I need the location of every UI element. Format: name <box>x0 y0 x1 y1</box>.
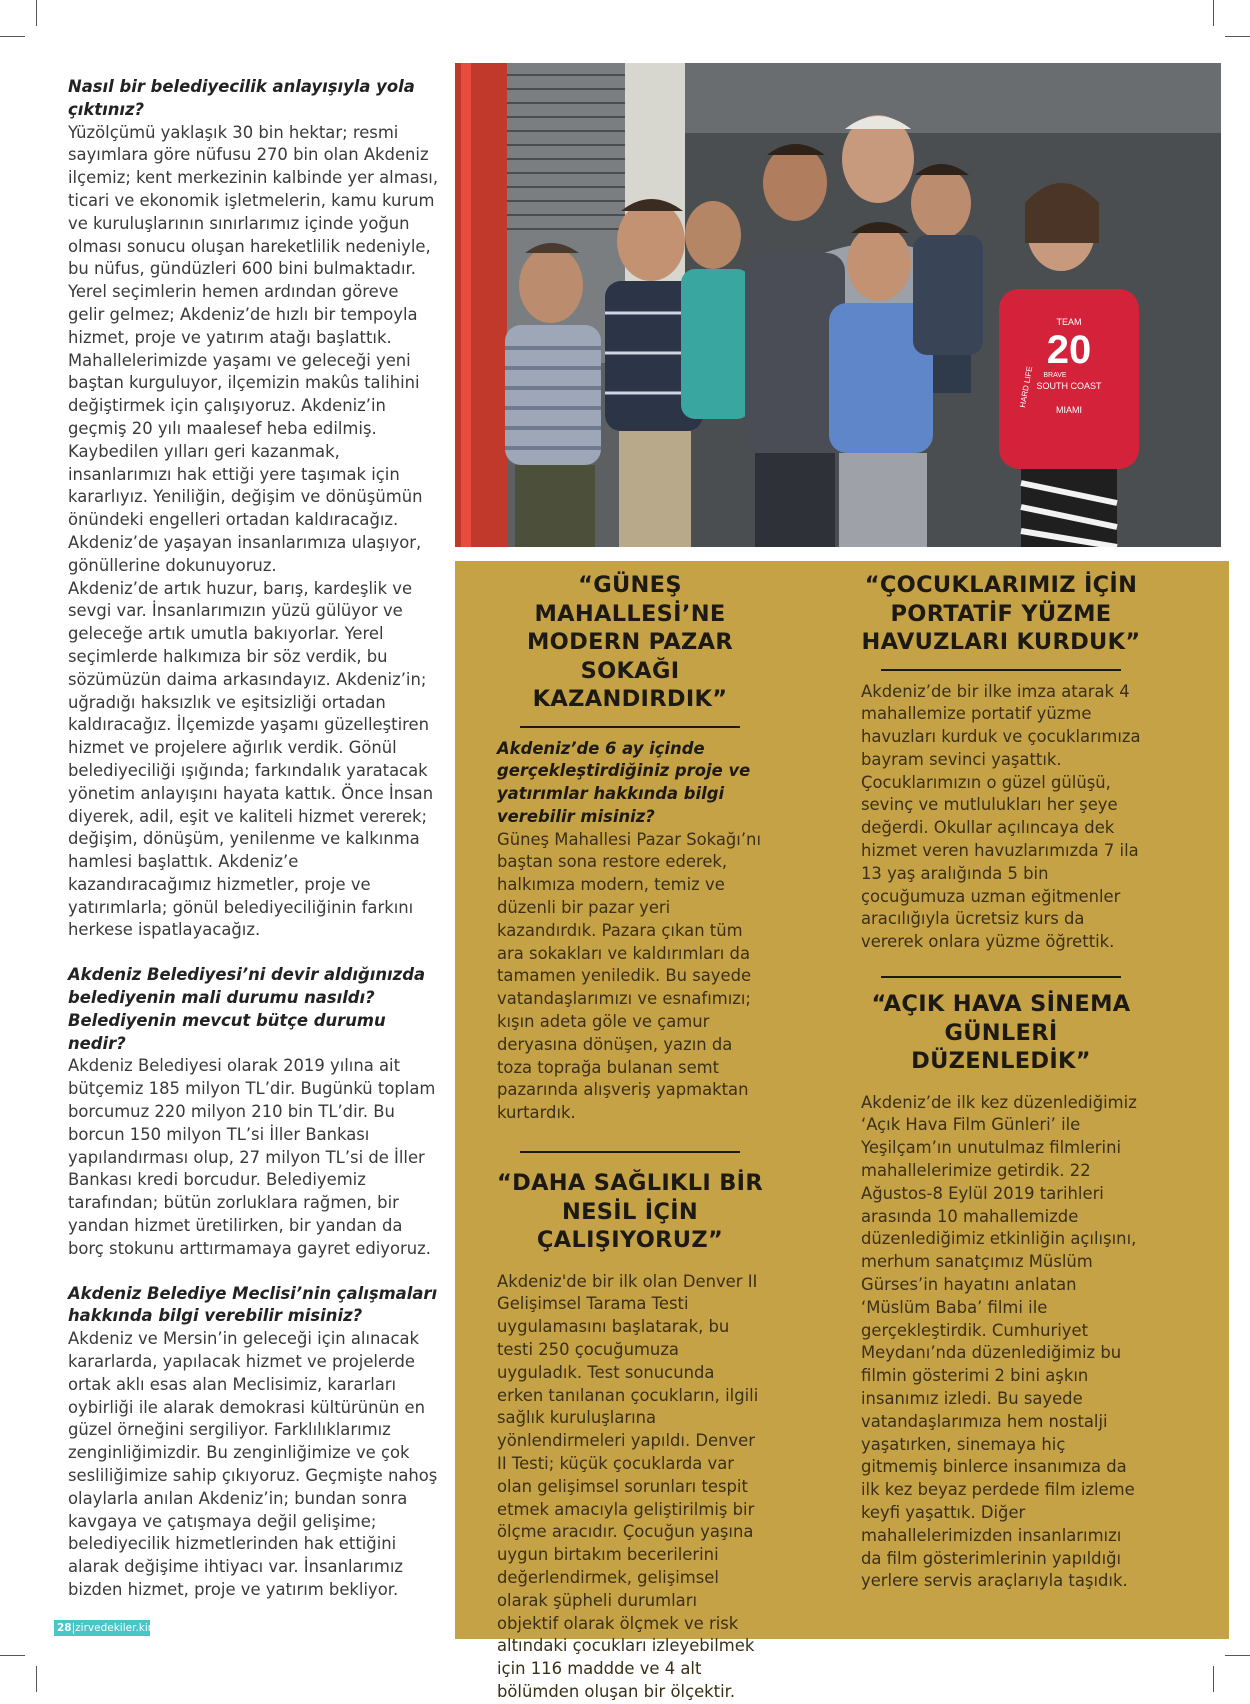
shirt-team-text: TEAM <box>1056 317 1082 327</box>
answer-paragraph: Akdeniz’de bir ilke imza atarak 4 mahallemize portatif yüzme havuzları kurduk ve çocuklarımıza bayram sevinci yaşattık. Çocuklarımızın o güzel gülüşü, sevinç ve mutlulukları her şeye değerdi. Okullar açılıncaya dek hizmet veren havuzlarımızda 7 ila 13 yaş aralığında 5 bin çocuğumuza uzman eğitmenler aracılığıyla ücretsiz kurs da vererek onlara yüzme öğrettik. <box>861 681 1141 952</box>
shirt-brave-text: BRAVE <box>1043 372 1067 379</box>
heading-divider <box>520 726 740 728</box>
shirt-number: 20 <box>1046 328 1092 372</box>
crop-mark <box>36 1666 37 1692</box>
question-heading: Akdeniz Belediyesi’ni devir aldığınızda belediyenin mali durumu nasıldı? Belediyenin mevcut bütçe durumu nedir? <box>68 965 426 1053</box>
page-footer <box>54 1620 159 1636</box>
section-divider <box>881 976 1121 978</box>
answer-paragraph: Akdeniz’de ilk kez düzenlediğimiz ‘Açık Hava Film Günleri’ ile Yeşilçam’ın unutulmaz filmlerini mahallelerimize getirdik. 22 Ağustos-8 Eylül 2019 tarihleri arasında 10 mahallemizde düzenlediğimiz etkinliğin açılışını, merhum sanatçımız Müslüm Gürses’in hayatını anlatan ‘Müslüm Baba’ filmi ile gerçekleştirdik. Cumhuriyet Meydanı’nda düzenlediğimiz bu filmin gösterimi 2 bini aşkın insanımız izledi. Bu sayede vatandaşlarımıza hem nostalji yaşatırken, sinemaya hiç gitmemiş binlerce insanımıza da ilk kez beyaz perdede film izleme keyfi yaşattık. Diğer mahallelerimizden insanlarımızı da film gösterimlerinin yapıldığı yerlere servis araçlarıyla taşıdık. <box>861 1092 1137 1591</box>
footer-separator: | <box>71 1622 76 1634</box>
question-heading: Akdeniz’de 6 ay içinde gerçekleştirdiğiniz proje ve yatırımlar hakkında bilgi verebilir misiniz? <box>497 738 751 826</box>
heading-divider <box>881 669 1121 671</box>
crop-mark <box>0 1655 25 1656</box>
answer-paragraph: Akdeniz'de bir ilk olan Denver II Gelişimsel Tarama Testi uygulamasını başlatarak, bu testi 250 çocuğumuza uyguladık. Test sonucunda erken tanılanan çocukların, ilgili sağlık kuruluşlarına yönlendirmeleri yapıldı. Denver II Testi; küçük çocuklarda var olan gelişimsel sorunları tespit etmek amacıyla geliştirilmiş bir ölçme aracıdır. Çocuğun yaşına uygun birtakım becerilerini değerlendirmek, gelişimsel olarak şüpheli durumları objektif olarak ölçmek ve risk altındaki çocukları izleyebilmek için 116 maddde ve 4 alt bölümden oluşan bir ölçektir. <box>497 1271 759 1701</box>
answer-paragraph: Güneş Mahallesi Pazar Sokağı’nı baştan sona restore ederek, halkımıza modern, temiz ve düzenli bir pazar yeri kazandırdık. Pazara çıkan tüm ara sokakları ve kaldırımları da tamamen yeniledik. Bu sayede vatandaşlarımızı ve esnafımızı; kışın adeta göle ve çamur deryasına dönüşen, yazın da toza toprağa bulanan semt pazarında alışveriş yapmaktan kurtardık. <box>497 829 762 1123</box>
crop-mark <box>1225 1655 1250 1656</box>
left-article-column <box>68 76 440 1602</box>
section-heading: “ÇOCUKLARIMIZ İÇİN PORTATİF YÜZME HAVUZLARI KURDUK” <box>861 572 1141 655</box>
gold-left-column <box>497 571 763 1704</box>
site-name: zirvedekiler.kim <box>75 1622 159 1634</box>
shirt-miami-text: MIAMI <box>1056 405 1082 415</box>
crop-mark <box>1213 0 1214 26</box>
gold-sidebar-panel <box>455 561 1229 1701</box>
answer-paragraph: Akdeniz ve Mersin’in geleceği için alınacak kararlarda, yapılacak hizmet ve projelerde ortak aklı esas alan Meclisimiz, kararları oybirliği ile alarak demokrasi kültürünün en güzel örneğini sergiliyor. Farklılıklarımız zenginliğimizdir. Bu zenginliğimize ve çok sesliliğimize sahip çıkıyoruz. Geçmişte nahoş olaylarla anılan Akdeniz’in; bundan sonra kavgaya ve çatışmaya değil gelişime; belediyecilik hizmetlerinden hak ettiğini alarak değişime ihtiyacı var. İnsanlarımız bizden hizmet, proje ve yatırım bekliyor. <box>68 1329 438 1599</box>
section-divider <box>520 1151 740 1153</box>
crop-mark <box>0 36 25 37</box>
page-number: 28 <box>57 1622 72 1634</box>
crop-mark <box>1213 1666 1214 1692</box>
section-heading: “GÜNEŞ MAHALLESİ’NE MODERN PAZAR SOKAĞI KAZANDIRDIK” <box>526 572 734 712</box>
question-heading: Akdeniz Belediye Meclisi’nin çalışmaları hakkında bilgi verebilir misiniz? <box>68 1283 438 1326</box>
crop-mark <box>1225 36 1250 37</box>
gold-right-column <box>861 571 1141 1593</box>
answer-paragraph: Akdeniz Belediyesi olarak 2019 yılına ait bütçemiz 185 milyon TL’dir. Bugünkü toplam borcumuz 220 milyon 210 bin TL’dir. Bu borcun 150 milyon TL’si İller Bankası yapılandırması olup, 27 milyon TL’si de İller Bankası kredi borcudur. Belediyemiz tarafından; bütün zorluklara rağmen, bir yandan hizmet üretilirken, bir yandan da borç stokunu arttırmamaya gayret ediyoruz. <box>68 1056 436 1258</box>
shirt-south-coast-text: SOUTH COAST <box>1036 381 1102 391</box>
photo-illustration <box>455 63 1221 547</box>
crop-mark <box>36 0 37 26</box>
shirt-hard-life-text: HARD LIFE <box>1018 365 1035 409</box>
question-heading: Nasıl bir belediyecilik anlayışıyla yola çıktınız? <box>68 77 415 119</box>
section-heading: “DAHA SAĞLIKLI BİR NESİL İÇİN ÇALIŞIYORUZ” <box>497 1170 763 1254</box>
answer-paragraph: Akdeniz’de artık huzur, barış, kardeşlik ve sevgi var. İnsanlarımızın yüzü gülüyor ve geleceğe artık umutla bakıyorlar. Yerel seçimlerde halkımıza bir söz verdik, bu sözümüzün daima arkasındayız. Akdeniz’in; uğradığı haksızlık ve eşitsizliği ortadan kaldıracağız. İlçemizde yaşamı güzelleştiren hizmet ve projelere ağırlık verdik. Gönül belediyeciliği ışığında; farkındalık yaratacak yönetim anlayışını hayata kattık. Önce İnsan diyerek, adil, eşit ve kaliteli hizmet vererek; değişim, dönüşüm, yenilenme ve kalkınma hamlesi başlattık. Akdeniz’e kazandıracağımız hizmetler, proje ve yatırımlarla; gönül belediyeciliğinin farkını herkese ispatlayacağız. <box>68 578 434 940</box>
children-photo <box>455 63 1221 547</box>
answer-paragraph: Yüzölçümü yaklaşık 30 bin hektar; resmi sayımlara göre nüfusu 270 bin olan Akdeniz ilçemiz; kent merkezinin kalbinde yer alması, ticari ve ekonomik işletmelerin, kamu kurum ve kuruluşlarının sınırlarımız içinde yoğun olması sonucu oluşan hareketlilik nedeniyle, bu nüfus, gündüzleri 600 bini bulmaktadır. Yerel seçimlerin hemen ardından göreve gelir gelmez; Akdeniz’de hızlı bir tempoyla hizmet, proje ve yatırım atağı başlattık. Mahallelerimizde yaşamı ve geleceği yeni baştan kurguluyor, ilçemizin makûs talihini değiştirmek için çalışıyoruz. Akdeniz’in geçmiş 20 yılı maalesef heba edilmiş. Kaybedilen yılları geri kazanmak, insanlarımızı hak ettiği yere taşımak için kararlıyız. Yeniliğin, değişim ve dönüşümün önündeki engelleri ortadan kaldıracağız. Akdeniz’de yaşayan insanlarımıza ulaşıyor, gönüllerine dokunuyoruz. <box>68 122 439 575</box>
section-heading: “AÇIK HAVA SİNEMA GÜNLERİ DÜZENLEDİK” <box>871 991 1131 1075</box>
